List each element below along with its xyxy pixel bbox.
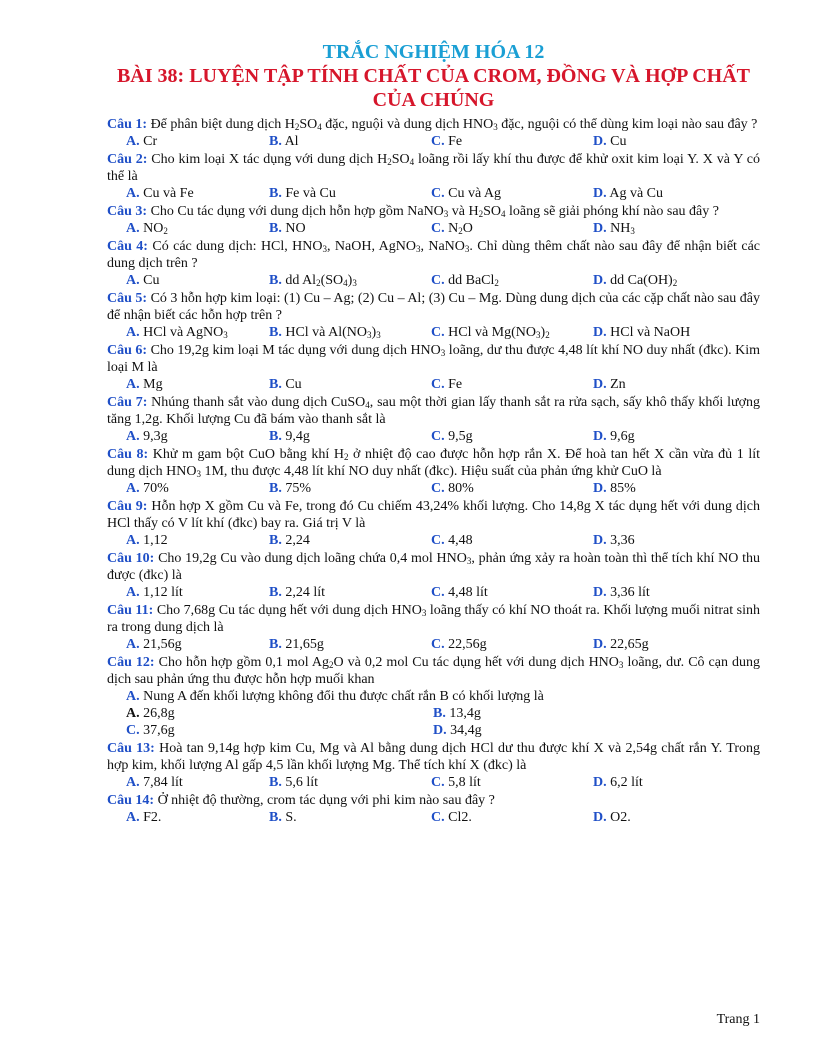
answer-option[interactable]: A. 7,84 lít [126, 775, 183, 790]
question-number: Câu 7: [107, 395, 148, 410]
answer-option[interactable]: B. NO [269, 221, 306, 236]
question-text: Cho hỗn hợp gồm 0,1 mol $Ag_2O$ và 0,2 mol Cu tác dụng hết với dung dịch $HNO_3$ loãng, dư. Cô cạn dung dịch sau phản ứng thu được hỗn hợp muối khan [107, 655, 761, 687]
answer-option[interactable]: C. 9,5g [431, 429, 473, 444]
answer-option[interactable]: C. HCl và $Mg(NO_3)_2$ [431, 325, 550, 340]
answer-options-row [107, 480, 760, 497]
question-7 [107, 394, 760, 428]
question-text: Nhúng thanh sắt vào dung dịch CuSO$_4$, sau một thời gian lấy thanh sắt ra rửa sạch, sấy khô thấy khối lượng tăng 1,2g. Khối lượng Cu đã bám vào thanh sắt là [107, 395, 760, 427]
question-text: Cho 7,68g Cu tác dụng hết với dung dịch $HNO_3$ loãng thấy có khí NO thoát ra. Khối lượng muối nitrat sinh ra trong dung dịch là [107, 603, 760, 635]
answer-option[interactable]: B. HCl và $Al(NO_3)_3$ [269, 325, 381, 340]
question-number: Câu 4: [107, 239, 148, 254]
answer-option[interactable]: B. 75% [269, 481, 312, 496]
answer-option[interactable]: C. 80% [431, 481, 474, 496]
answer-option[interactable]: C. $N_2O$ [431, 221, 473, 236]
answer-option[interactable]: B. 9,4g [269, 429, 310, 444]
answer-option[interactable]: D. dd $Ca(OH)_2$ [593, 273, 678, 288]
answer-option[interactable]: A. Cr [126, 134, 158, 149]
question-text: Hoà tan 9,14g hợp kim Cu, Mg và Al bằng dung dịch HCl dư thu được khí X và 2,54g chất rắn Y. Trong hợp kim, khối lượng Al gấp 4,5 lần khối lượng Mg. Thể tích khí X (đkc) là [107, 741, 760, 773]
question-text: Cho kim loại X tác dụng với dung dịch $H_2SO_4$ loãng rồi lấy khí thu được để khử oxit kim loại Y. X và Y có thể là [107, 152, 761, 184]
answer-option[interactable]: B. 2,24 [269, 533, 310, 548]
answer-option[interactable]: B. Cu [269, 377, 302, 392]
question-number: Câu 12: [107, 655, 155, 670]
question-9 [107, 498, 760, 532]
question-text: Cho 19,2g Cu vào dung dịch loãng chứa 0,4 mol $HNO_3$, phản ứng xảy ra hoàn toàn thì thể tích khí NO thu được (đkc) là [107, 551, 760, 583]
answer-options-row [107, 809, 760, 826]
answer-options-row [107, 220, 760, 237]
answer-option[interactable]: A. 26,8g [126, 706, 175, 721]
answer-options-row [107, 185, 760, 202]
answer-options-row [107, 428, 760, 445]
answer-option[interactable]: C. Fe [431, 377, 463, 392]
answer-option[interactable]: D. 3,36 [593, 533, 635, 548]
question-12 [107, 654, 760, 688]
answer-option[interactable]: B. Fe và Cu [269, 186, 336, 201]
answer-option[interactable]: D. 22,65g [593, 637, 649, 652]
answer-option[interactable]: C. Cl2. [431, 810, 472, 825]
answer-option[interactable]: A. Cu và Fe [126, 186, 194, 201]
answer-options-row [107, 705, 760, 722]
answer-option[interactable]: A. 1,12 lít [126, 585, 183, 600]
question-number: Câu 1: [107, 117, 148, 132]
question-number: Câu 9: [107, 499, 148, 514]
answer-option[interactable]: C. 22,56g [431, 637, 487, 652]
page-subtitle: BÀI 38: LUYỆN TẬP TÍNH CHẤT CỦA CROM, ĐỒNG VÀ HỢP CHẤT CỦA CHÚNG [116, 65, 751, 111]
question-2 [107, 151, 760, 185]
answer-option[interactable]: C. 4,48 [431, 533, 473, 548]
answer-option[interactable]: A. F2. [126, 810, 162, 825]
answer-options-row [107, 272, 760, 289]
answer-options-row [107, 532, 760, 549]
answer-option[interactable]: D. 85% [593, 481, 636, 496]
answer-options-row [107, 584, 760, 601]
question-text: Có các dung dịch: HCl, $HNO_3$, NaOH, AgNO$_3$, NaNO$_3$. Chỉ dùng thêm chất nào sau đây để nhận biết các dung dịch trên ? [107, 239, 760, 271]
question-number: Câu 2: [107, 152, 148, 167]
question-text: Có 3 hỗn hợp kim loại: (1) Cu – Ag; (2) Cu – Al; (3) Cu – Mg. Dùng dung dịch của các cặp chất nào sau đây để nhận biết các hỗn hợp trên ? [107, 291, 760, 323]
question-text: Hỗn hợp X gồm Cu và Fe, trong đó Cu chiếm 43,24% khối lượng. Cho 14,8g X tác dụng hết với dung dịch HCl thấy có V lít khí (đkc) bay ra. Giá trị V là [107, 499, 760, 531]
question-text: Để phân biệt dung dịch $H_2SO_4$ đặc, nguội và dung dịch $HNO_3$ đặc, nguội có thể dùng kim loại nào sau đây ? [147, 117, 758, 132]
answer-options-row [107, 722, 760, 739]
question-number: Câu 11: [107, 603, 154, 618]
question-11 [107, 602, 760, 636]
answer-option[interactable]: D. O2. [593, 810, 631, 825]
answer-options-row [107, 774, 760, 791]
answer-option[interactable]: D. $NH_3$ [593, 221, 635, 236]
question-8 [107, 446, 760, 480]
document-page [107, 40, 760, 826]
answer-option[interactable]: B. S. [269, 810, 297, 825]
answer-options-row [107, 636, 760, 653]
answer-option[interactable]: D. Ag và Cu [593, 186, 664, 201]
question-number: Câu 14: [107, 793, 155, 808]
question-3 [107, 203, 760, 220]
answer-options-row [107, 376, 760, 393]
question-6 [107, 342, 760, 376]
answer-option[interactable]: C. dd BaCl$_2$ [431, 273, 499, 288]
answer-option[interactable]: B. 21,65g [269, 637, 324, 652]
answer-option[interactable]: D. 3,36 lít [593, 585, 650, 600]
question-number: Câu 13: [107, 741, 155, 756]
answer-option[interactable]: D. 34,4g [433, 723, 482, 738]
question-14 [107, 792, 760, 809]
answer-option[interactable]: C. Cu và Ag [431, 186, 502, 201]
question-5 [107, 290, 760, 324]
answer-option[interactable]: A. 70% [126, 481, 169, 496]
question-text: Cho 19,2g kim loại M tác dụng với dung dịch $HNO_3$ loãng, dư thu được 4,48 lít khí NO duy nhất (đkc). Kim loại M là [107, 343, 761, 375]
answer-option[interactable]: A. $NO_2$ [126, 221, 168, 236]
answer-option[interactable]: C. Fe [431, 134, 463, 149]
question-number: Câu 6: [107, 343, 148, 358]
answer-option[interactable]: B. Al [269, 134, 299, 149]
answer-option[interactable]: D. 6,2 lít [593, 775, 643, 790]
question-text: Cho Cu tác dụng với dung dịch hỗn hợp gồm NaNO$_3$ và $H_2SO_4$ loãng sẽ giải phóng khí nào sau đây ? [147, 204, 719, 219]
answer-option[interactable]: A. 9,3g [126, 429, 168, 444]
answer-option[interactable]: C. 37,6g [126, 723, 175, 738]
answer-option[interactable]: C. 5,8 lít [431, 775, 481, 790]
answer-option[interactable]: D. Zn [593, 377, 626, 392]
question-number: Câu 3: [107, 204, 148, 219]
question-10 [107, 550, 760, 584]
page-title: TRẮC NGHIỆM HÓA 12 [322, 41, 545, 63]
answer-option[interactable]: A. 1,12 [126, 533, 168, 548]
answer-option[interactable]: B. 5,6 lít [269, 775, 319, 790]
question-number: Câu 10: [107, 551, 155, 566]
question-1 [107, 116, 760, 133]
answer-option[interactable]: D. 9,6g [593, 429, 635, 444]
question-number: Câu 8: [107, 447, 149, 462]
answer-option[interactable]: B. 13,4g [433, 706, 481, 721]
question-4 [107, 238, 760, 272]
page-number: Trang 1 [716, 1012, 760, 1027]
question-13 [107, 740, 760, 774]
answer-option[interactable]: B. dd $Al_2(SO_4)_3$ [269, 273, 357, 288]
answer-option[interactable]: A. 21,56g [126, 637, 182, 652]
question-text: Ở nhiệt độ thường, crom tác dụng với phi kim nào sau đây ? [154, 793, 495, 808]
answer-option[interactable]: A. HCl và AgNO$_3$ [126, 325, 228, 340]
answer-option[interactable]: A. Cu [126, 273, 160, 288]
answer-options-row [107, 324, 760, 341]
answer-option[interactable]: C. 4,48 lít [431, 585, 488, 600]
question-text: Khử m gam bột CuO bằng khí $H_2$ ở nhiệt độ cao được hỗn hợp rắn X. Để hoà tan hết X cần vừa đủ 1 lít dung dịch $HNO_3$ 1M, thu được 4,48 lít khí NO duy nhất (đkc). Hiệu suất của phản ứng khử CuO là [107, 447, 760, 479]
question-list [107, 116, 760, 826]
answer-option[interactable]: A. Mg [126, 377, 163, 392]
question-subprompt: A. Nung A đến khối lượng không đổi thu được chất rắn B có khối lượng là [126, 689, 544, 704]
answer-options-row [107, 133, 760, 150]
answer-option[interactable]: D. HCl và NaOH [593, 325, 691, 340]
question-number: Câu 5: [107, 291, 148, 306]
answer-option[interactable]: B. 2,24 lít [269, 585, 326, 600]
answer-option[interactable]: D. Cu [593, 134, 627, 149]
